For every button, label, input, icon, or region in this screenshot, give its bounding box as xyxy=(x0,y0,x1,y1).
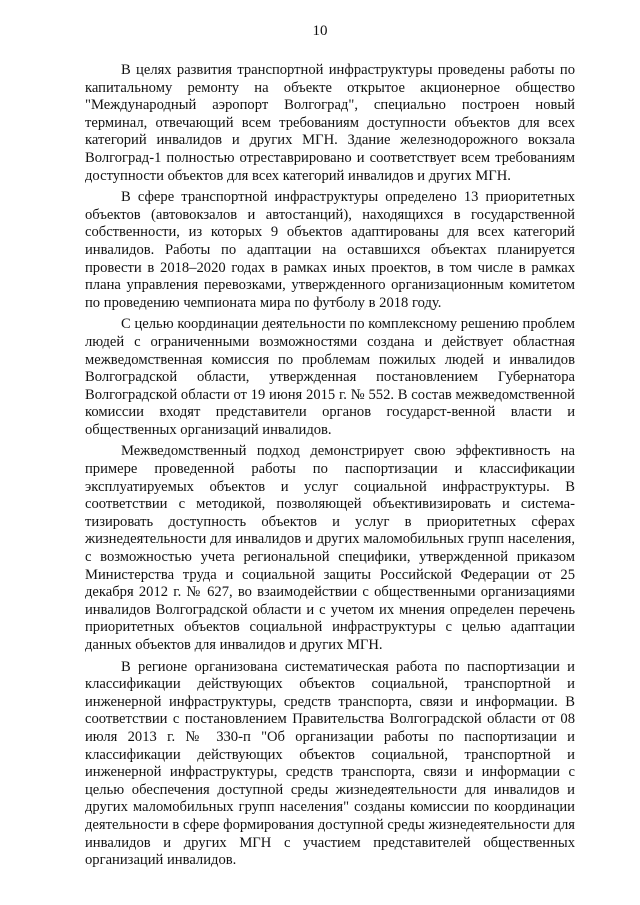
paragraph-airport-railway: В целях развития транспортной инфраструктуры проведены работы по капитальному ремонту на объекте открытое акционерное общество "Международный аэропорт Волгоград", специально построен новый терминал, отвечающий всем требованиям доступности объектов для всех категорий инвалидов и других МГН. Здание железнодорожного вокзала Волгоград-1 полностью отреставрировано и соответствует всем требованиям доступности объектов для всех категорий инвалидов и других МГН. xyxy=(85,62,575,184)
paragraph-bus-stations: В сфере транспортной инфраструктуры определено 13 приоритетных объектов (автовокзалов и автостанций), находящихся в государственной собственности, из которых 9 объектов адаптированы для всех категорий инвалидов. Работы по адаптации на оставшихся объектах планируется провести в 2018–2020 годах в рамках иных проектов, в том числе в рамках плана управления перевозками, утвержденного организационным комитетом по проведению чемпионата мира по футболу в 2018 году. xyxy=(85,189,575,311)
paragraph-interagency-commission: С целью координации деятельности по комплексному решению проблем людей с ограниченными возможностями создана и действует областная межведомственная комиссия по проблемам пожилых людей и инвалидов Волгоградской области, утвержденная постановлением Губернатора Волгоградской области от 19 июня 2015 г. № 552. В состав межведомственной комиссии входят представители органов государст-венной власти и общественных организаций инвалидов. xyxy=(85,316,575,438)
paragraph-certification-approach: Межведомственный подход демонстрирует свою эффективность на примере проведенной работы по паспортизации и классификации эксплуатируемых объектов и услуг социальной инфраструктуры. В соответствии с методикой, позволяющей объективизировать и система-тизировать доступность объектов и услуг в приоритетных сферах жизнедеятельности для инвалидов и других маломобильных групп населения, с возможностью учета региональной специфики, утвержденной приказом Министерства труда и социальной защиты Российской Федерации от 25 декабря 2012 г. № 627, во взаимодействии с общественными организациями инвалидов Волгоградской области и с учетом их мнения определен перечень приоритетных объектов социальной инфраструктуры с целью адаптации данных объектов для инвалидов и других МГН. xyxy=(85,443,575,653)
document-body xyxy=(85,62,575,874)
page-number: 10 xyxy=(312,23,328,39)
paragraph-regional-certification: В регионе организована систематическая работа по паспортизации и классификации действующих объектов социальной, транспортной и инженерной инфраструктуры, средств транспорта, связи и информации. В соответствии с постановлением Правительства Волгоградской области от 08 июля 2013 г. № 330-п "Об организации работы по паспортизации и классификации действующих объектов социальной, транспортной и инженерной инфраструктуры, средств транспорта, связи и информации с целью обеспечения доступной среды жизнедеятельности для инвалидов и других маломобильных групп населения" созданы комиссии по координации деятельности в сфере формирования доступной среды жизнедеятельности для инвалидов и других МГН с участием представителей общественных организаций инвалидов. xyxy=(85,658,575,869)
